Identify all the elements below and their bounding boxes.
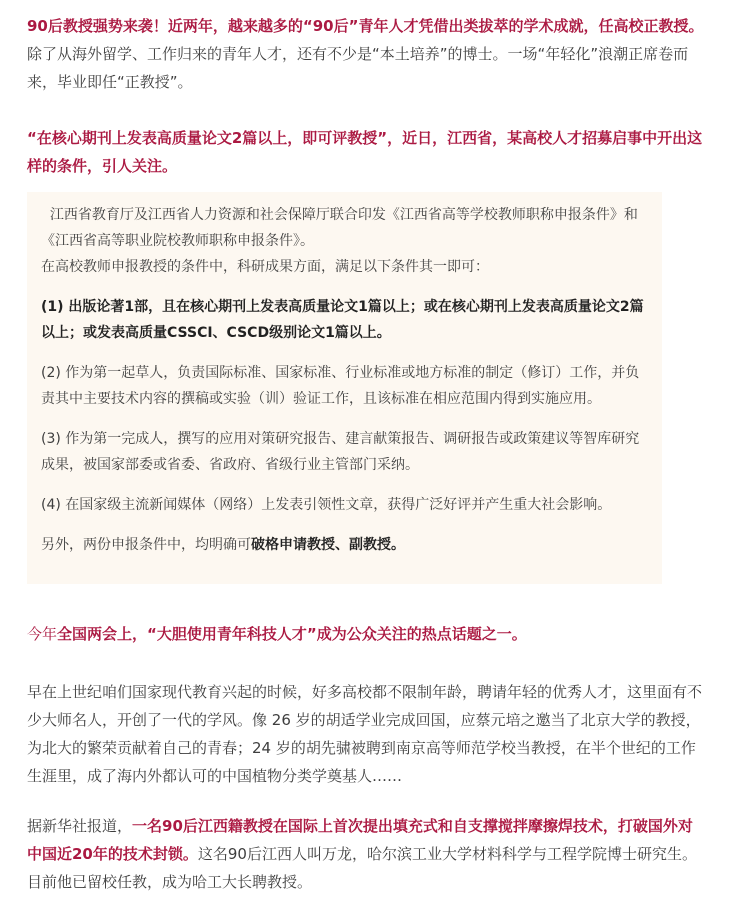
- policy-quote-box: [27, 192, 662, 584]
- condition-4: (4) 在国家级主流新闻媒体（网络）上发表引领性文章，获得广泛好评并产生重大社会影响。: [41, 497, 612, 513]
- intro-paragraph: [27, 12, 707, 96]
- news-bold: 一名90后江西籍教授在国际上首次提出填充式和自支撑搅拌摩擦焊技术，打破国外对中国近20年的技术封锁。: [27, 817, 693, 863]
- news-paragraph: [27, 812, 707, 896]
- intro-lead: 90后教授强势来袭！近两年，: [27, 17, 228, 35]
- two-sessions-paragraph: [27, 620, 707, 648]
- policy-intro: 江西省教育厅及江西省人力资源和社会保障厅联合印发《江西省高等学校教师职称申报条件》和《江西省高等职业院校教师职称申报条件》。: [41, 207, 638, 249]
- intro-rest: 除了从海外留学、工作归来的青年人才，还有不少是“本土培养”的博士。一场“年轻化”浪潮正席卷而来，毕业即任“正教授”。: [27, 45, 689, 91]
- intro-tail: 任高校正教授。: [598, 17, 704, 35]
- condition-3: (3) 作为第一完成人，撰写的应用对策研究报告、建言献策报告、调研报告或政策建议等智库研究成果，被国家部委或省委、省政府、省级行业主管部门采纳。: [41, 431, 640, 473]
- condition-1: [41, 294, 650, 346]
- news-rest: 这名90后江西人叫万龙，哈尔滨工业大学材料科学与工程学院博士研究生。目前他已留校任教，成为哈工大长聘教授。: [27, 845, 697, 891]
- intro-highlight: 越来越多的“90后”青年人才凭借出类拔萃的学术成就，: [227, 17, 599, 35]
- exception-note: [41, 532, 650, 558]
- condition-1-text: (1) 出版论著1部，且在核心期刊上发表高质量论文1篇以上；或在核心期刊上发表高质量论文2篇以上；或发表高质量CSSCI、CSCD级别论文1篇以上。: [41, 299, 644, 341]
- two-sessions-pre: 今年: [27, 625, 58, 643]
- history-paragraph: 早在上世纪咱们国家现代教育兴起的时候，好多高校都不限制年龄，聘请年轻的优秀人才，这里面有不少大师名人，开创了一代的学风。像 26 岁的胡适学业完成回国，应蔡元培之邀当了北京大学的教授，为北大的繁荣贡献着自己的青春；24 岁的胡先骕被聘到南京高等师范学校当教授，在半个世纪的工作生涯里，成了海内外都认可的中国植物分类学奠基人……: [27, 683, 703, 785]
- condition-headline: “在核心期刊上发表高质量论文2篇以上，即可评教授”，近日，江西省，某高校人才招募启事中开出这样的条件，引人关注。: [27, 129, 703, 175]
- two-sessions-bold-2: “大胆使用青年科技人才”成为公众关注的热点话题之一。: [147, 625, 527, 643]
- exception-note-bold: 破格申请教授、副教授。: [251, 537, 405, 553]
- news-pre: 据新华社报道，: [27, 817, 133, 835]
- policy-intro-2: 在高校教师申报教授的条件中，科研成果方面，满足以下条件其一即可：: [41, 259, 489, 275]
- condition-2: (2) 作为第一起草人，负责国际标准、国家标准、行业标准或地方标准的制定（修订）工作，并负责其中主要技术内容的撰稿或实验（训）验证工作，且该标准在相应范围内得到实施应用。: [41, 365, 640, 407]
- exception-note-plain: 另外，两份申报条件中，均明确可: [41, 537, 251, 553]
- two-sessions-bold-1: 全国两会上，: [57, 625, 148, 643]
